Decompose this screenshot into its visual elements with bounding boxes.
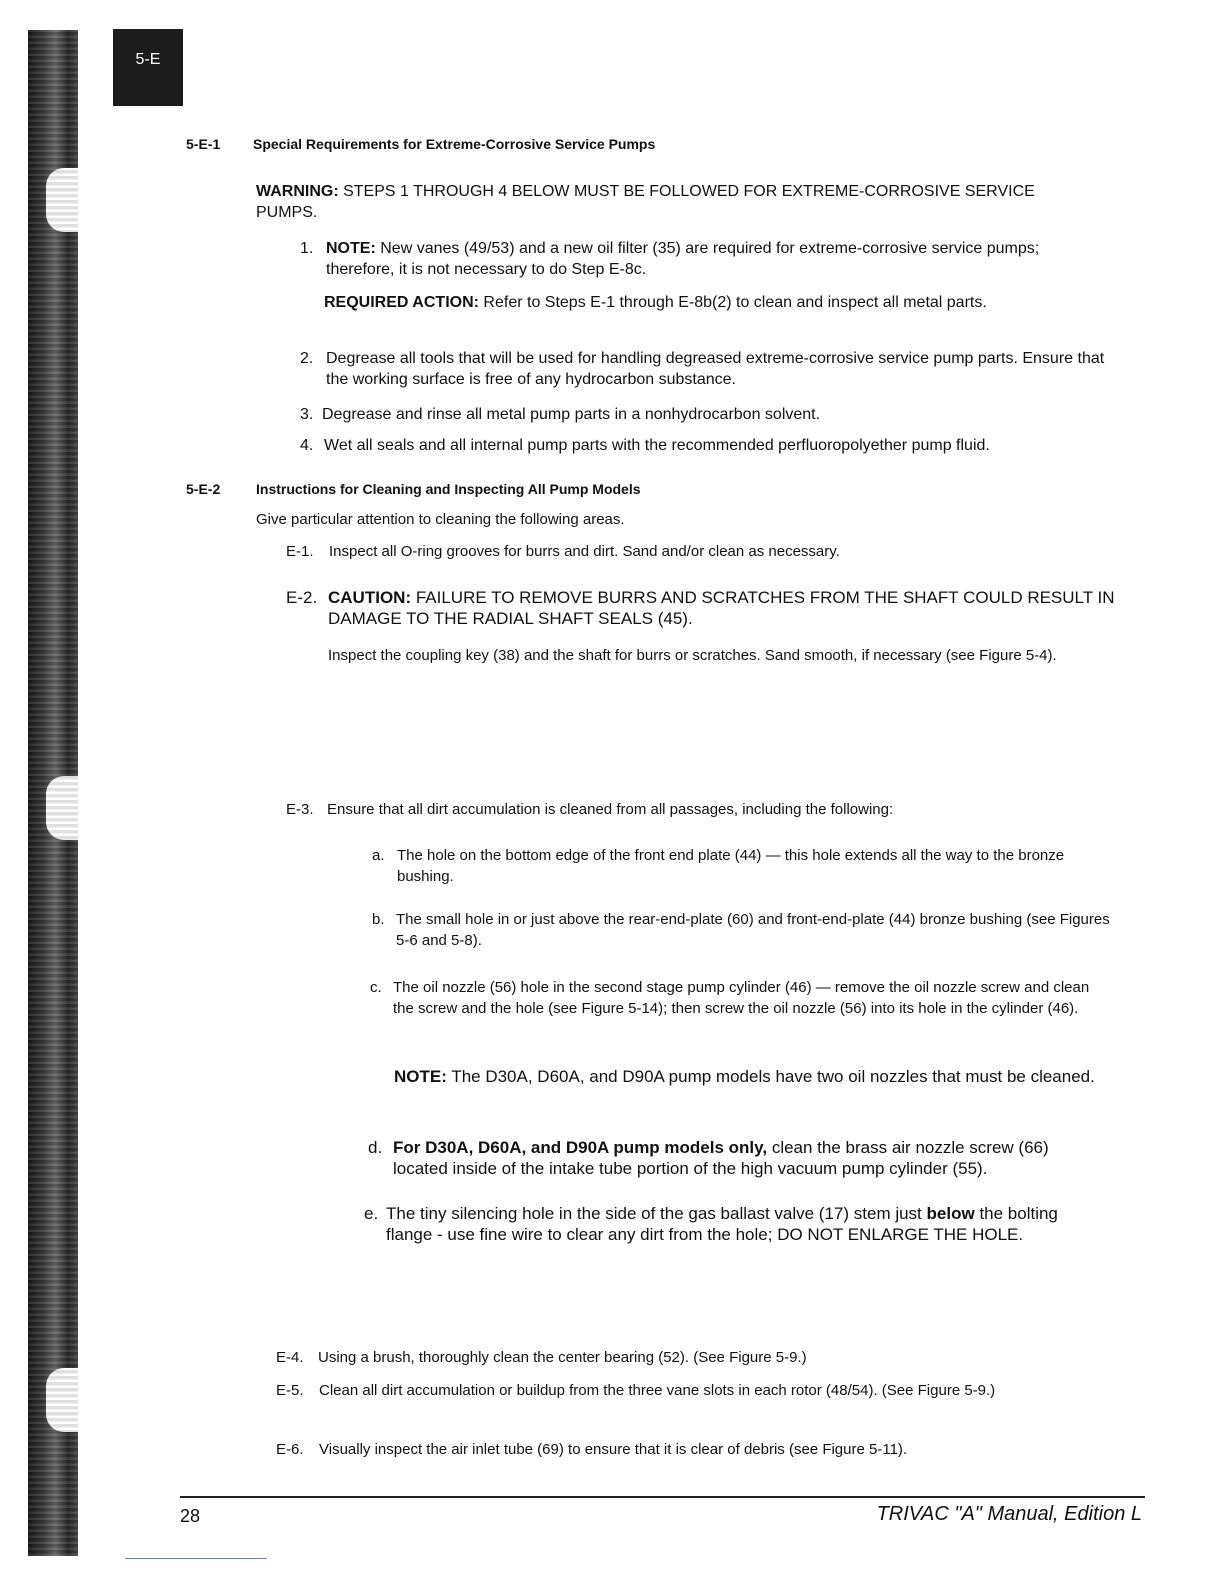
step-number: E-6. (276, 1441, 304, 1458)
sub-lead: For D30A, D60A, and D90A pump models only, (393, 1138, 768, 1157)
page-number: 28 (180, 1506, 201, 1526)
bottom-line (125, 1558, 267, 1559)
step-e4 (276, 1347, 1106, 1368)
sub-letter: a. (372, 847, 385, 864)
sub-letter: b. (372, 911, 385, 928)
sub-letter: e. (364, 1204, 379, 1223)
section-title: Special Requirements for Extreme-Corrosive Service Pumps (253, 136, 656, 152)
sub-letter: c. (370, 979, 382, 996)
sub-item (364, 1203, 1074, 1245)
sub-text: The oil nozzle (56) hole in the second stage pump cylinder (46) — remove the oil nozzle screw and clean the screw and the hole (see Figure 5-14); then screw the oil nozzle (56) into its hole in the cylinder (46). (393, 979, 1090, 1017)
list-number: 4. (300, 437, 314, 454)
sub-letter: d. (368, 1138, 383, 1157)
list-number: 1. (300, 240, 314, 257)
list-item (300, 435, 1120, 456)
list-text: Degrease all tools that will be used for handling degreased extreme-corrosive service pump parts. Ensure that the working surface is free of any hydrocarbon substance. (326, 350, 1105, 388)
sub-item (370, 977, 1110, 1019)
step-e3 (286, 799, 1116, 820)
list-item (300, 404, 1110, 425)
sub-text: The hole on the bottom edge of the front end plate (44) — this hole extends all the way to the bronze bushing. (397, 847, 1065, 885)
step-text: Using a brush, thoroughly clean the center bearing (52). (See Figure 5-9.) (318, 1349, 807, 1366)
binding-strip (28, 30, 78, 1556)
section-intro: Give particular attention to cleaning the following areas. (256, 511, 625, 528)
warning-paragraph (256, 181, 1076, 223)
note-text: The D30A, D60A, and D90A pump models have two oil nozzles that must be cleaned. (451, 1067, 1095, 1086)
list-number: 2. (300, 350, 314, 367)
list-text: New vanes (49/53) and a new oil filter (35) are required for extreme-corrosive service pumps; therefore, it is not necessary to do Step E-8c. (326, 240, 1040, 278)
section-tab (113, 29, 183, 106)
sub-item (368, 1137, 1108, 1179)
warning-text: STEPS 1 THROUGH 4 BELOW MUST BE FOLLOWED FOR EXTREME-CORROSIVE SERVICE PUMPS. (256, 183, 1035, 221)
list-text: Degrease and rinse all metal pump parts in a nonhydrocarbon solvent. (322, 406, 821, 423)
sub-text: The small hole in or just above the rear-end-plate (60) and front-end-plate (44) bronze bushing (see Figures 5-6 and 5-8). (396, 911, 1110, 949)
list-number: 3. (300, 406, 314, 423)
sub-text: The tiny silencing hole in the side of the gas ballast valve (17) stem just (386, 1204, 922, 1223)
required-action (324, 292, 1104, 313)
warning-label: WARNING: (256, 183, 339, 200)
step-e2-text: Inspect the coupling key (38) and the shaft for burrs or scratches. Sand smooth, if necessary (see Figure 5-4). (328, 647, 1057, 664)
list-item (300, 238, 1108, 280)
punch-hole (46, 1368, 80, 1432)
step-number: E-1. (286, 543, 314, 560)
sub-item (372, 845, 1112, 887)
note-label: NOTE: (394, 1067, 447, 1086)
step-text: Ensure that all dirt accumulation is cleaned from all passages, including the following: (327, 801, 894, 818)
step-number: E-3. (286, 801, 314, 818)
footer-rule (180, 1496, 1145, 1498)
step-e1 (286, 541, 1116, 562)
required-text: Refer to Steps E-1 through E-8b(2) to clean and inspect all metal parts. (483, 294, 987, 311)
sub-text: clean the brass air nozzle screw (66) located inside of the intake tube portion of the high vacuum pump cylinder (55). (393, 1138, 1049, 1178)
punch-hole (46, 168, 80, 232)
step-text: Clean all dirt accumulation or buildup from the three vane slots in each rotor (48/54). (See Figure 5-9.) (319, 1382, 996, 1399)
sub-emphasis: below (926, 1204, 975, 1223)
sub-text: the bolting flange - use fine wire to clear any dirt from the hole; DO NOT ENLARGE THE HOLE. (386, 1204, 1058, 1244)
step-number: E-4. (276, 1349, 304, 1366)
caution-text: FAILURE TO REMOVE BURRS AND SCRATCHES FROM THE SHAFT COULD RESULT IN DAMAGE TO THE RADIAL SHAFT SEALS (45). (328, 588, 1115, 628)
section-number: 5-E-1 (186, 136, 221, 152)
list-item (300, 348, 1110, 390)
step-e5 (276, 1380, 1106, 1401)
section-number: 5-E-2 (186, 481, 221, 497)
step-text: Inspect all O-ring grooves for burrs and dirt. Sand and/or clean as necessary. (329, 543, 840, 560)
manual-title: TRIVAC "A" Manual, Edition L (876, 1503, 1142, 1525)
section-tab-label: 5-E (135, 51, 161, 68)
sub-item (372, 909, 1112, 951)
caution-label: CAUTION: (328, 588, 412, 607)
note-label: NOTE: (326, 240, 376, 257)
punch-hole (46, 776, 80, 840)
required-label: REQUIRED ACTION: (324, 294, 479, 311)
list-text: Wet all seals and all internal pump parts with the recommended perfluoropolyether pump fluid. (324, 437, 990, 454)
step-number: E-5. (276, 1382, 304, 1399)
step-e6 (276, 1439, 1106, 1460)
step-e2-caution (286, 587, 1116, 629)
section-title: Instructions for Cleaning and Inspecting All Pump Models (256, 481, 641, 497)
step-text: Visually inspect the air inlet tube (69) to ensure that it is clear of debris (see Figure 5-11). (319, 1441, 908, 1458)
note-paragraph (394, 1066, 1109, 1087)
step-number: E-2. (286, 588, 318, 607)
